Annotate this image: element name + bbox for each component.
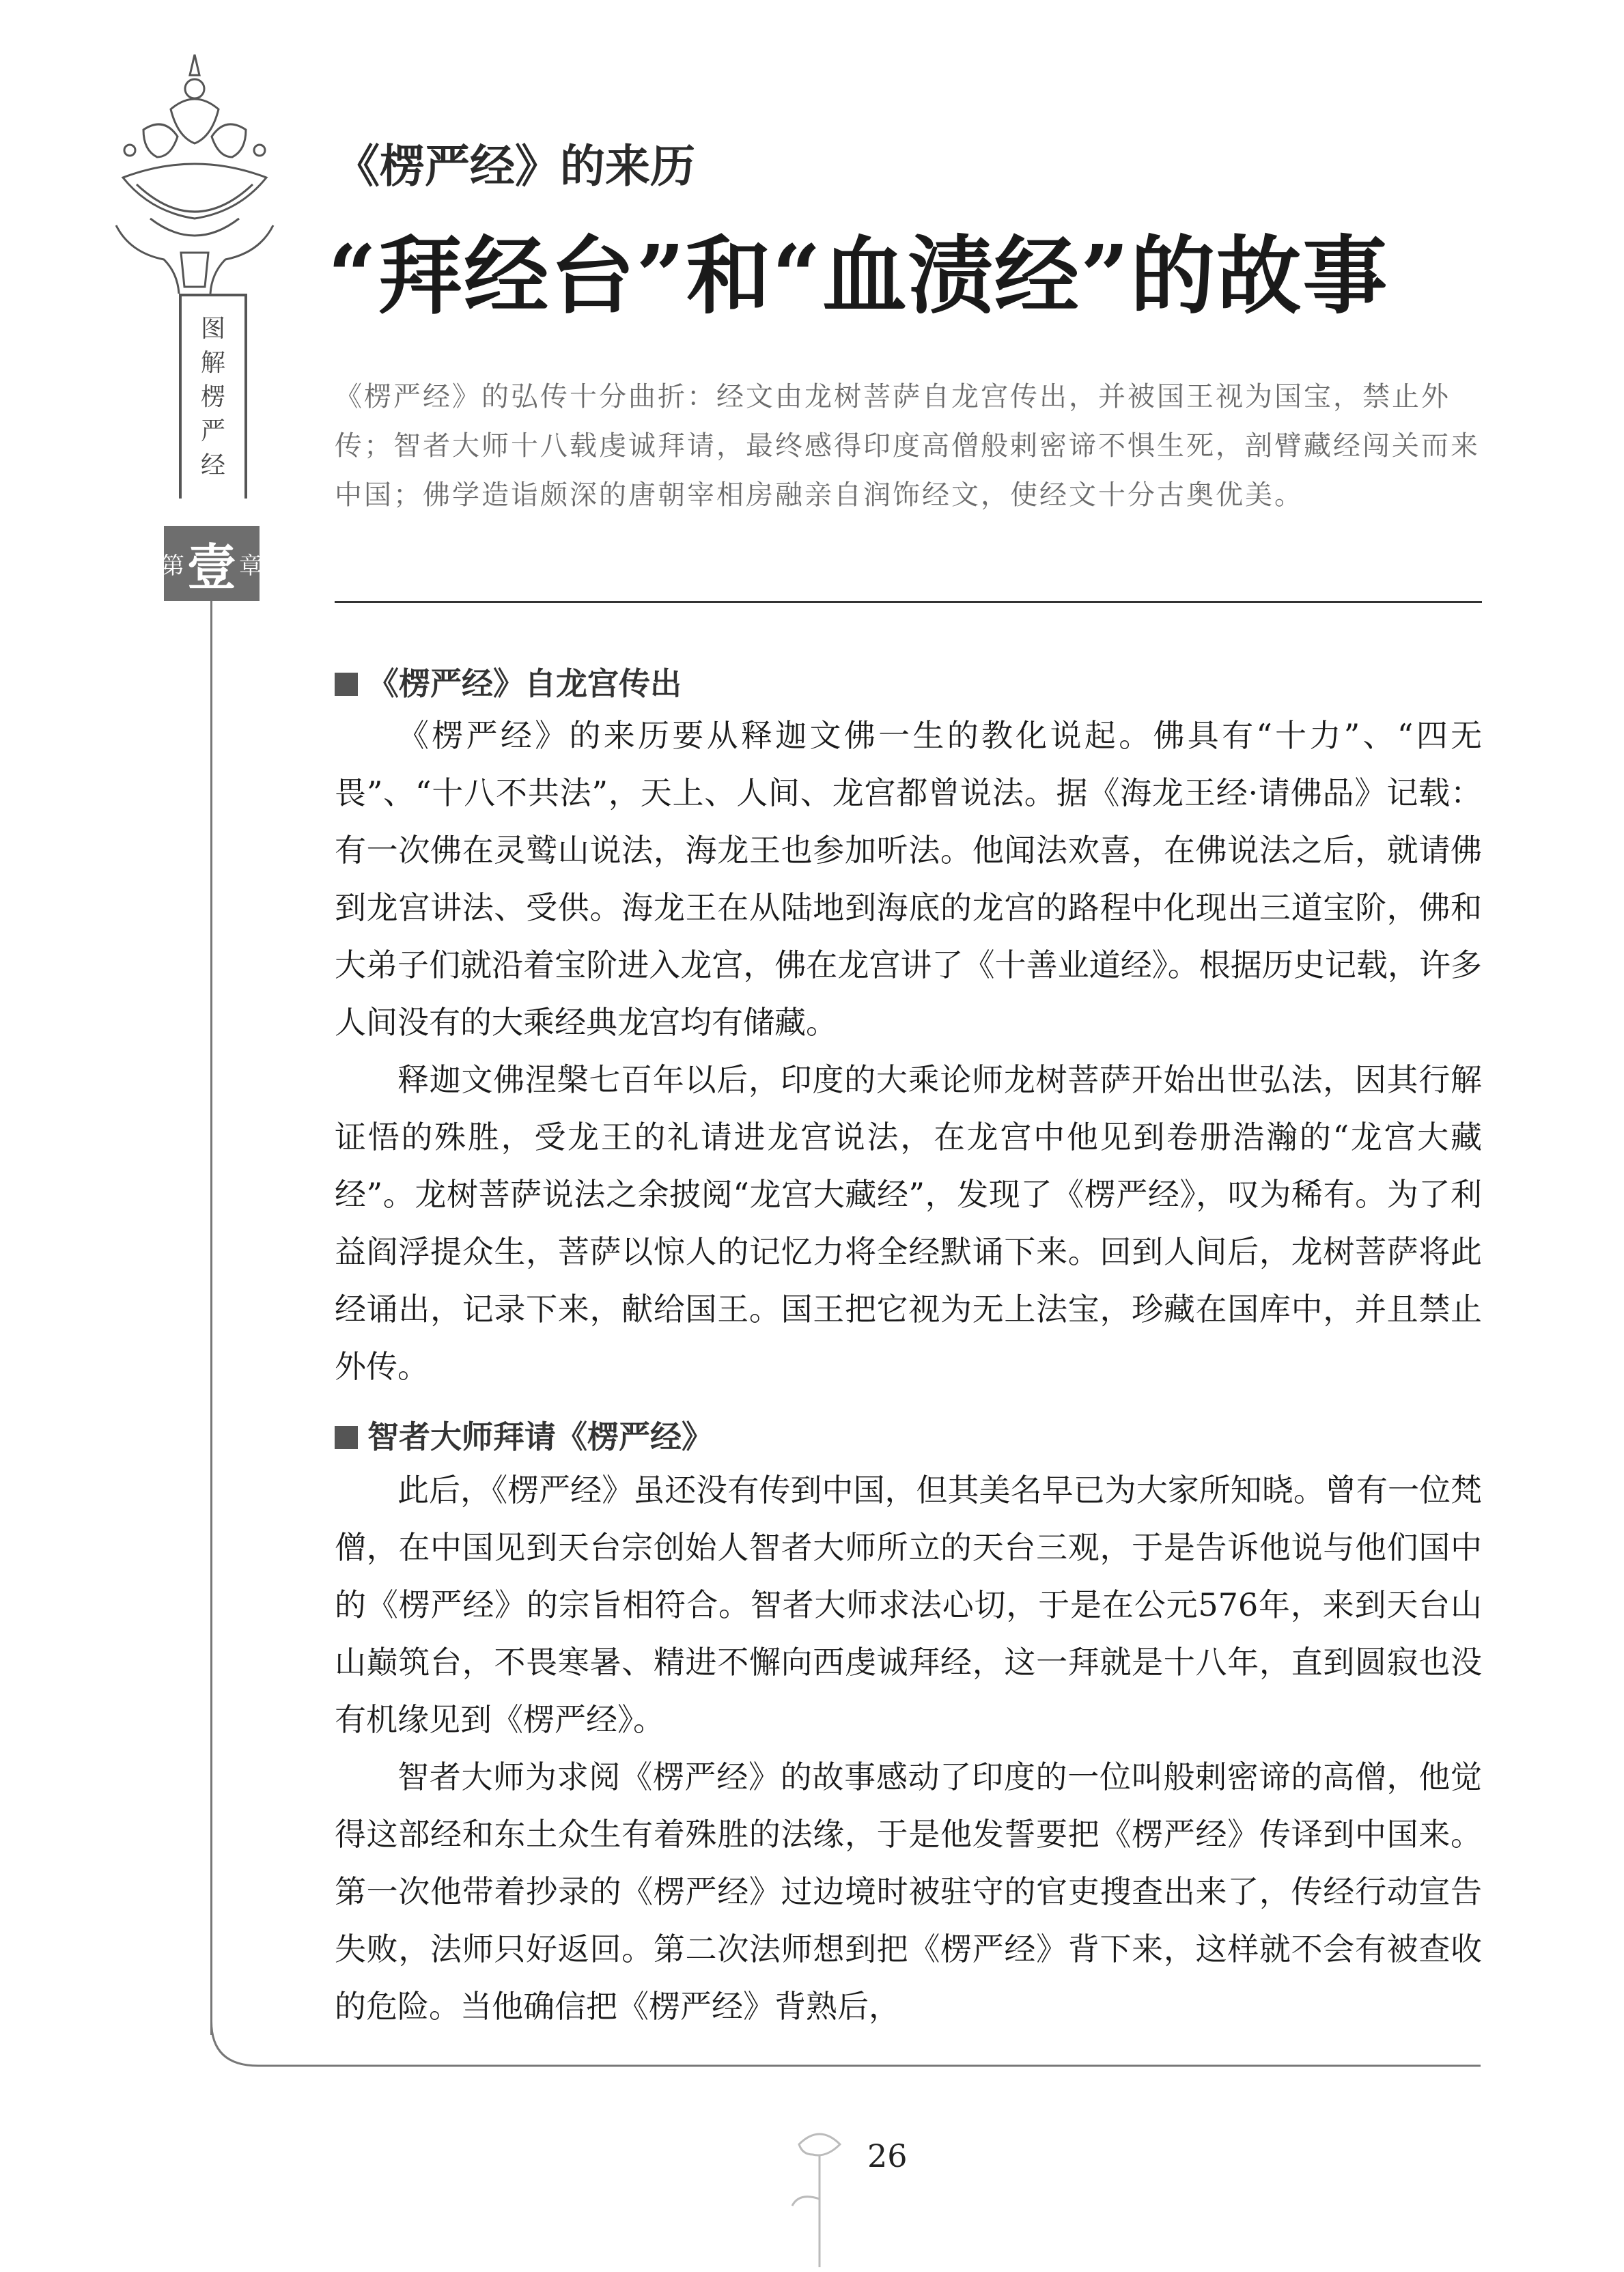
square-bullet-icon bbox=[335, 673, 358, 696]
intro-summary: 《楞严经》的弘传十分曲折：经文由龙树菩萨自龙宫传出，并被国王视为国宝，禁止外传；智者大师十八载虔诚拜请，最终感得印度高僧般剌密谛不惧生死，剖臂藏经闯关而来中国；佛学造诣颇深的唐朝宰相房融亲自润饰经文，使经文十分古奥优美。 bbox=[335, 381, 1480, 511]
paragraph: 此后，《楞严经》虽还没有传到中国，但其美名早已为大家所知晓。曾有一位梵僧，在中国见到天台宗创始人智者大师所立的天台三观，于是告诉他说与他们国中的《楞严经》的宗旨相符合。智者大师求法心切，于是在公元576年，来到天台山山巅筑台，不畏寒暑、精进不懈向西虔诚拜经，这一拜就是十八年，直到圆寂也没有机缘见到《楞严经》。 bbox=[335, 1472, 1482, 1738]
square-bullet-icon bbox=[335, 1426, 358, 1449]
lotus-ornament-icon bbox=[102, 48, 287, 294]
section-heading bbox=[335, 659, 682, 704]
paragraph: 释迦文佛涅槃七百年以后，印度的大乘论师龙树菩萨开始出世弘法，因其行解证悟的殊胜，受龙王的礼请进龙宫说法，在龙宫中他见到卷册浩瀚的“龙宫大藏经”。龙树菩萨说法之余披阅“龙宫大藏经”，发现了《楞严经》，叹为稀有。为了利益阎浮提众生，菩萨以惊人的记忆力将全经默诵下来。回到人间后，龙树菩萨将此经诵出，记录下来，献给国王。国王把它视为无上法宝，珍藏在国库中，并且禁止外传。 bbox=[335, 1061, 1482, 1385]
page-number: 26 bbox=[867, 2137, 908, 2174]
section-heading-text: 《楞严经》自龙宫传出 bbox=[367, 665, 682, 702]
article-title: “拜经台”和“血渍经”的故事 bbox=[328, 227, 1389, 326]
paragraph: 智者大师为求阅《楞严经》的故事感动了印度的一位叫般剌密谛的高僧，他觉得这部经和东土众生有着殊胜的法缘，于是他发誓要把《楞严经》传译到中国来。第一次他带着抄录的《楞严经》过边境时被驻守的官吏搜查出来了，传经行动宣告失败，法师只好返回。第二次法师想到把《楞严经》背下来，这样就不会有被查收的危险。当他确信把《楞严经》背熟后， bbox=[335, 1758, 1482, 2025]
sidebar-char: 严 bbox=[200, 417, 225, 445]
paragraph: 《楞严经》的来历要从释迦文佛一生的教化说起。佛具有“十力”、“四无畏”、“十八不共法”，天上、人间、龙宫都曾说法。据《海龙王经·请佛品》记载：有一次佛在灵鹫山说法，海龙王也参加听法。他闻法欢喜，在佛说法之后，就请佛到龙宫讲法、受供。海龙王在从陆地到海底的龙宫的路程中化现出三道宝阶，佛和大弟子们就沿着宝阶进入龙宫，佛在龙宫讲了《十善业道经》。根据历史记载，许多人间没有的大乘经典龙宫均有储藏。 bbox=[335, 717, 1482, 1041]
sidebar-char: 图 bbox=[200, 315, 225, 343]
sidebar-book-title bbox=[179, 294, 247, 499]
sidebar-char: 经 bbox=[200, 451, 225, 479]
side-border-line bbox=[210, 601, 212, 2035]
chapter-prefix: 第 bbox=[161, 552, 184, 580]
sidebar-char: 解 bbox=[200, 349, 225, 377]
section-heading bbox=[335, 1412, 713, 1457]
lotus-footer-icon bbox=[779, 2117, 874, 2267]
section-body bbox=[335, 707, 1482, 1395]
sidebar-char: 楞 bbox=[200, 383, 225, 411]
article-subtitle: 《楞严经》的来历 bbox=[335, 140, 695, 193]
chapter-number: 壹 bbox=[187, 539, 237, 596]
section-body bbox=[335, 1461, 1482, 2035]
chapter-tab bbox=[161, 526, 263, 601]
chapter-suffix: 章 bbox=[239, 552, 263, 580]
section-heading-text: 智者大师拜请《楞严经》 bbox=[367, 1418, 713, 1455]
divider bbox=[335, 601, 1482, 603]
